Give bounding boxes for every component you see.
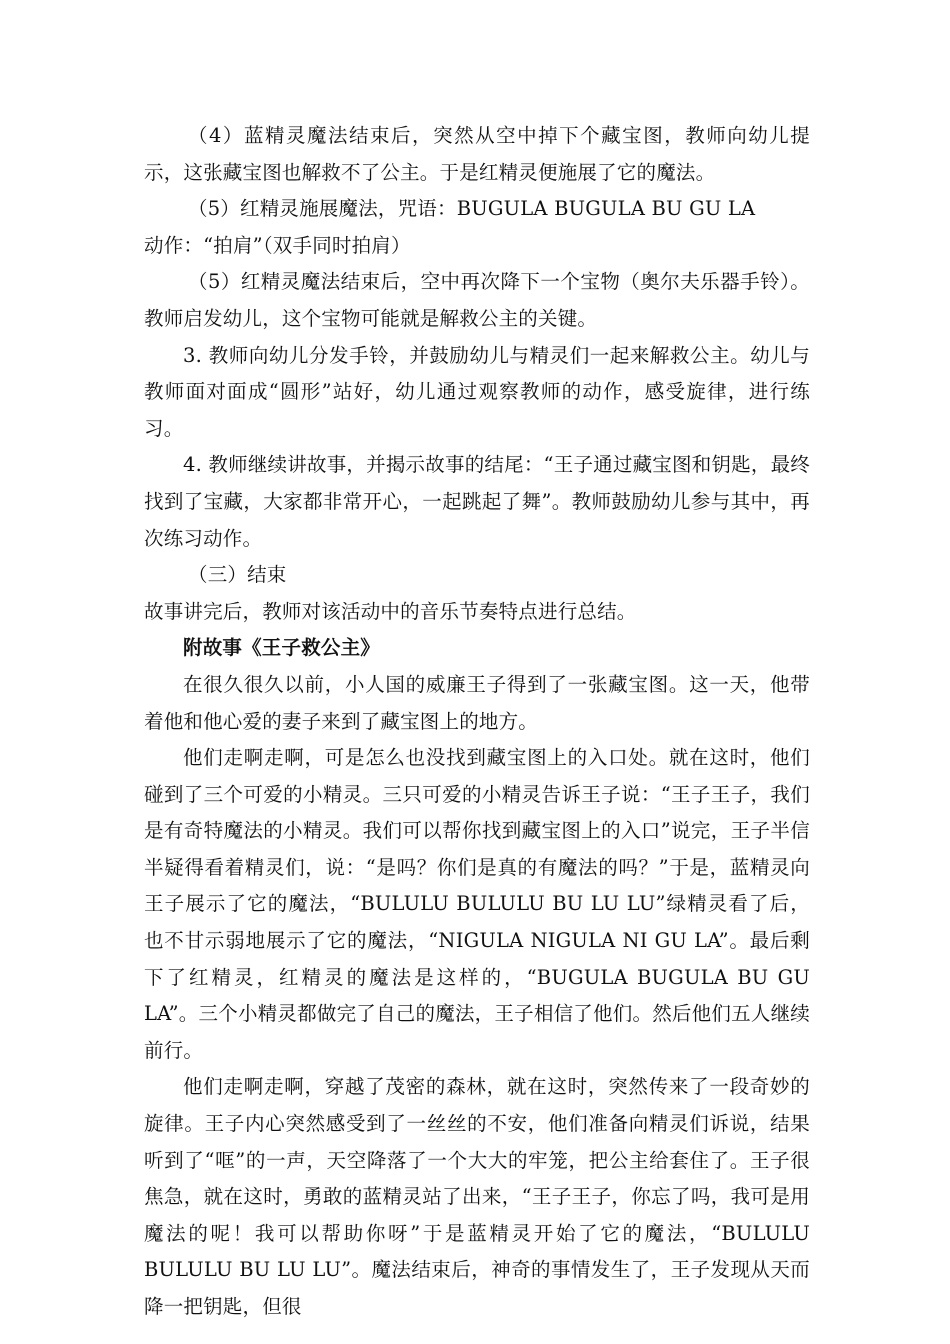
paragraph-step-4: 4. 教师继续讲故事，并揭示故事的结尾：“王子通过藏宝图和钥匙，最终找到了宝藏，大家都非常开心，一起跳起了舞”。教师鼓励幼儿参与其中，再次练习动作。: [144, 453, 810, 550]
story-paragraph-2: 他们走啊走啊，可是怎么也没找到藏宝图上的入口处。就在这时，他们碰到了三个可爱的小精灵。三只可爱的小精灵告诉王子说：“王子王子，我们是有奇特魔法的小精灵。我们可以帮你找到藏宝图上的入口”说完，王子半信半疑得看着精灵们，说：“是吗？你们是真的有魔法的吗？”于是，蓝精灵向王子展示了它的魔法，“BULULU BULULU BU LU LU”绿精灵看了后，也不甘示弱地展示了它的魔法，“NIGULA NIGULA NI GU LA”。最后剩下了红精灵，红精灵的魔法是这样的，“BUGULA BUGULA BU GU LA”。三个小精灵都做完了自己的魔法，王子相信了他们。然后他们五人继续前行。: [144, 746, 810, 1062]
paragraph-red-elf-spell: （5）红精灵施展魔法，咒语：BUGULA BUGULA BU GU LA: [188, 197, 756, 221]
paragraph-action-pat-shoulder: 动作：“拍肩”（双手同时拍肩）: [144, 233, 411, 257]
paragraph-step-3: 3. 教师向幼儿分发手铃，并鼓励幼儿与精灵们一起来解救公主。幼儿与教师面对面成“圆形”站好，幼儿通过观察教师的动作，感受旋律，进行练习。: [144, 343, 810, 440]
paragraph-red-elf-treasure: （5）红精灵魔法结束后，空中再次降下一个宝物（奥尔夫乐器手铃）。教师启发幼儿，这个宝物可能就是解救公主的关键。: [144, 270, 810, 330]
paragraph-summary: 故事讲完后，教师对该活动中的音乐节奏特点进行总结。: [144, 599, 637, 623]
story-paragraph-3: 他们走啊走啊，穿越了茂密的森林，就在这时，突然传来了一段奇妙的旋律。王子内心突然感受到了一丝丝的不安，他们准备向精灵们诉说，结果听到了“哐”的一声，天空降落了一个大大的牢笼，把公主给套住了。王子很焦急，就在这时，勇敢的蓝精灵站了出来，“王子王子，你忘了吗，我可是用魔法的呢！我可以帮助你呀”于是蓝精灵开始了它的魔法，“BULULU BULULU BU LU LU”。魔法结束后，神奇的事情发生了，王子发现从天而降一把钥匙，但很: [144, 1075, 810, 1318]
section-heading-end: （三）结束: [188, 563, 287, 587]
story-title: 附故事《王子救公主》: [183, 636, 381, 660]
paragraph-blue-elf-treasure-map: （4）蓝精灵魔法结束后，突然从空中掉下个藏宝图，教师向幼儿提示，这张藏宝图也解救不了公主。于是红精灵便施展了它的魔法。: [144, 124, 810, 184]
document-body: [144, 118, 810, 1326]
story-paragraph-1: 在很久很久以前，小人国的威廉王子得到了一张藏宝图。这一天，他带着他和他心爱的妻子来到了藏宝图上的地方。: [144, 672, 810, 733]
